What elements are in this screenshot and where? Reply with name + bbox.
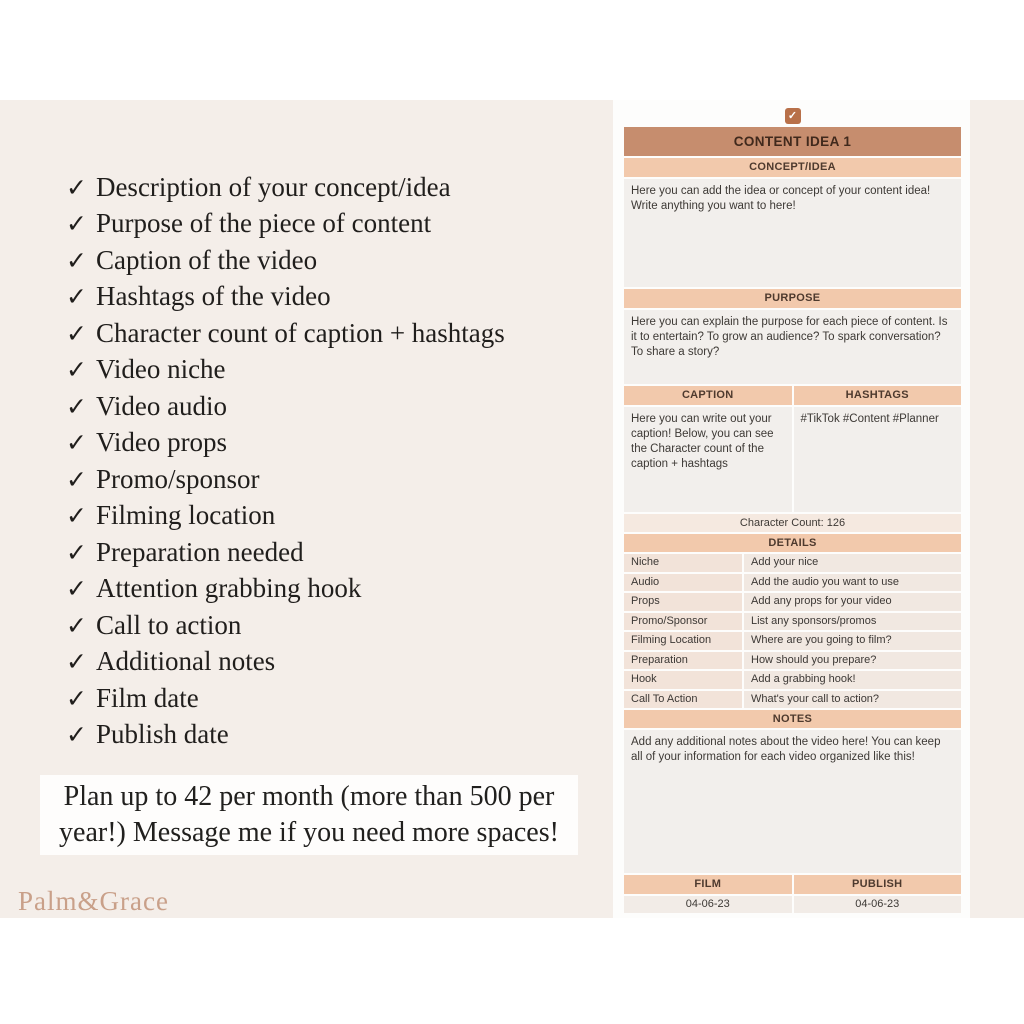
film-publish-headers — [624, 875, 961, 894]
checklist-item-label: Additional notes — [95, 646, 276, 677]
brand-logo: Palm&Grace — [18, 886, 169, 916]
hashtags-cell: #TikTok #Content #Planner — [794, 407, 962, 512]
details-rows — [624, 554, 961, 708]
details-value: Add a grabbing hook! — [744, 671, 961, 689]
checklist-item-label: Filming location — [95, 500, 276, 531]
checklist-item — [66, 352, 606, 389]
details-row — [624, 613, 961, 631]
check-icon: ✓ — [66, 501, 87, 531]
details-value: Where are you going to film? — [744, 632, 961, 650]
details-label: Props — [624, 593, 742, 611]
details-label: Hook — [624, 671, 742, 689]
checklist-item-label: Publish date — [95, 719, 229, 750]
purpose-cell: Here you can explain the purpose for each piece of content. Is it to entertain? To grow an audience? To spark conversation? To share a story? — [624, 310, 961, 384]
checklist-item-label: Video niche — [95, 354, 226, 385]
check-icon: ✓ — [66, 209, 87, 239]
checklist-item — [66, 607, 606, 644]
check-icon: ✓ — [66, 391, 87, 421]
details-label: Promo/Sponsor — [624, 613, 742, 631]
details-row — [624, 574, 961, 592]
purpose-header: PURPOSE — [624, 289, 961, 308]
checklist-item — [66, 279, 606, 316]
concept-cell: Here you can add the idea or concept of your content idea! Write anything you want to here! — [624, 179, 961, 287]
check-icon: ✓ — [66, 355, 87, 385]
check-icon: ✓ — [66, 282, 87, 312]
caption-header: CAPTION — [624, 386, 792, 405]
details-row — [624, 593, 961, 611]
checklist-item-label: Video props — [95, 427, 228, 458]
details-value: Add the audio you want to use — [744, 574, 961, 592]
checklist-item — [66, 717, 606, 754]
checklist-item — [66, 571, 606, 608]
hashtags-header: HASHTAGS — [794, 386, 962, 405]
details-value: Add any props for your video — [744, 593, 961, 611]
caption-cell: Here you can write out your caption! Below, you can see the Character count of the caption + hashtags — [624, 407, 792, 512]
check-icon: ✓ — [66, 610, 87, 640]
details-label: Preparation — [624, 652, 742, 670]
checklist-item-label: Call to action — [95, 609, 242, 640]
checkmark-icon: ✓ — [787, 110, 798, 122]
checklist-item — [66, 425, 606, 462]
check-icon: ✓ — [66, 172, 87, 202]
feature-checklist — [66, 169, 606, 753]
checklist-item — [66, 242, 606, 279]
film-date-cell: 04-06-23 — [624, 896, 792, 913]
checklist-item — [66, 388, 606, 425]
check-icon: ✓ — [66, 720, 87, 750]
notes-cell: Add any additional notes about the video here! You can keep all of your information for each video organized like this! — [624, 730, 961, 873]
details-value: How should you prepare? — [744, 652, 961, 670]
details-row — [624, 671, 961, 689]
checklist-item — [66, 498, 606, 535]
promo-note: Plan up to 42 per month (more than 500 per year!) Message me if you need more spaces! — [40, 775, 578, 855]
checklist-item — [66, 315, 606, 352]
checklist-item-label: Attention grabbing hook — [95, 573, 362, 604]
checklist-item — [66, 169, 606, 206]
character-count-row: Character Count: 126 — [624, 514, 961, 532]
checklist-item-label: Description of your concept/idea — [95, 171, 451, 202]
header-checkbox[interactable] — [785, 108, 801, 124]
checklist-item-label: Hashtags of the video — [95, 281, 331, 312]
details-label: Call To Action — [624, 691, 742, 709]
details-value: List any sponsors/promos — [744, 613, 961, 631]
details-label: Audio — [624, 574, 742, 592]
checklist-item — [66, 644, 606, 681]
details-label: Niche — [624, 554, 742, 572]
checklist-item-label: Character count of caption + hashtags — [95, 317, 505, 348]
check-icon: ✓ — [66, 464, 87, 494]
details-label: Filming Location — [624, 632, 742, 650]
checklist-item — [66, 206, 606, 243]
spreadsheet-template — [624, 106, 961, 915]
caption-hashtags-cells — [624, 407, 961, 512]
sheet-title: CONTENT IDEA 1 — [624, 127, 961, 156]
film-header: FILM — [624, 875, 792, 894]
notes-header: NOTES — [624, 710, 961, 728]
checklist-item-label: Caption of the video — [95, 244, 318, 275]
details-header: DETAILS — [624, 534, 961, 552]
checklist-item — [66, 534, 606, 571]
details-value: Add your nice — [744, 554, 961, 572]
checklist-item-label: Video audio — [95, 390, 228, 421]
check-icon: ✓ — [66, 245, 87, 275]
details-row — [624, 691, 961, 709]
checklist-item-label: Purpose of the piece of content — [95, 208, 432, 239]
film-publish-values — [624, 896, 961, 913]
checklist-item — [66, 461, 606, 498]
details-row — [624, 632, 961, 650]
check-icon: ✓ — [66, 647, 87, 677]
concept-header: CONCEPT/IDEA — [624, 158, 961, 177]
checkbox-row — [624, 106, 961, 122]
checklist-item-label: Promo/sponsor — [95, 463, 260, 494]
check-icon: ✓ — [66, 683, 87, 713]
publish-date-cell: 04-06-23 — [794, 896, 962, 913]
checklist-item-label: Film date — [95, 682, 199, 713]
checklist-item — [66, 680, 606, 717]
check-icon: ✓ — [66, 537, 87, 567]
publish-header: PUBLISH — [794, 875, 962, 894]
details-value: What's your call to action? — [744, 691, 961, 709]
check-icon: ✓ — [66, 574, 87, 604]
details-row — [624, 554, 961, 572]
check-icon: ✓ — [66, 428, 87, 458]
checklist-item-label: Preparation needed — [95, 536, 304, 567]
details-row — [624, 652, 961, 670]
check-icon: ✓ — [66, 318, 87, 348]
caption-hashtags-headers — [624, 386, 961, 405]
